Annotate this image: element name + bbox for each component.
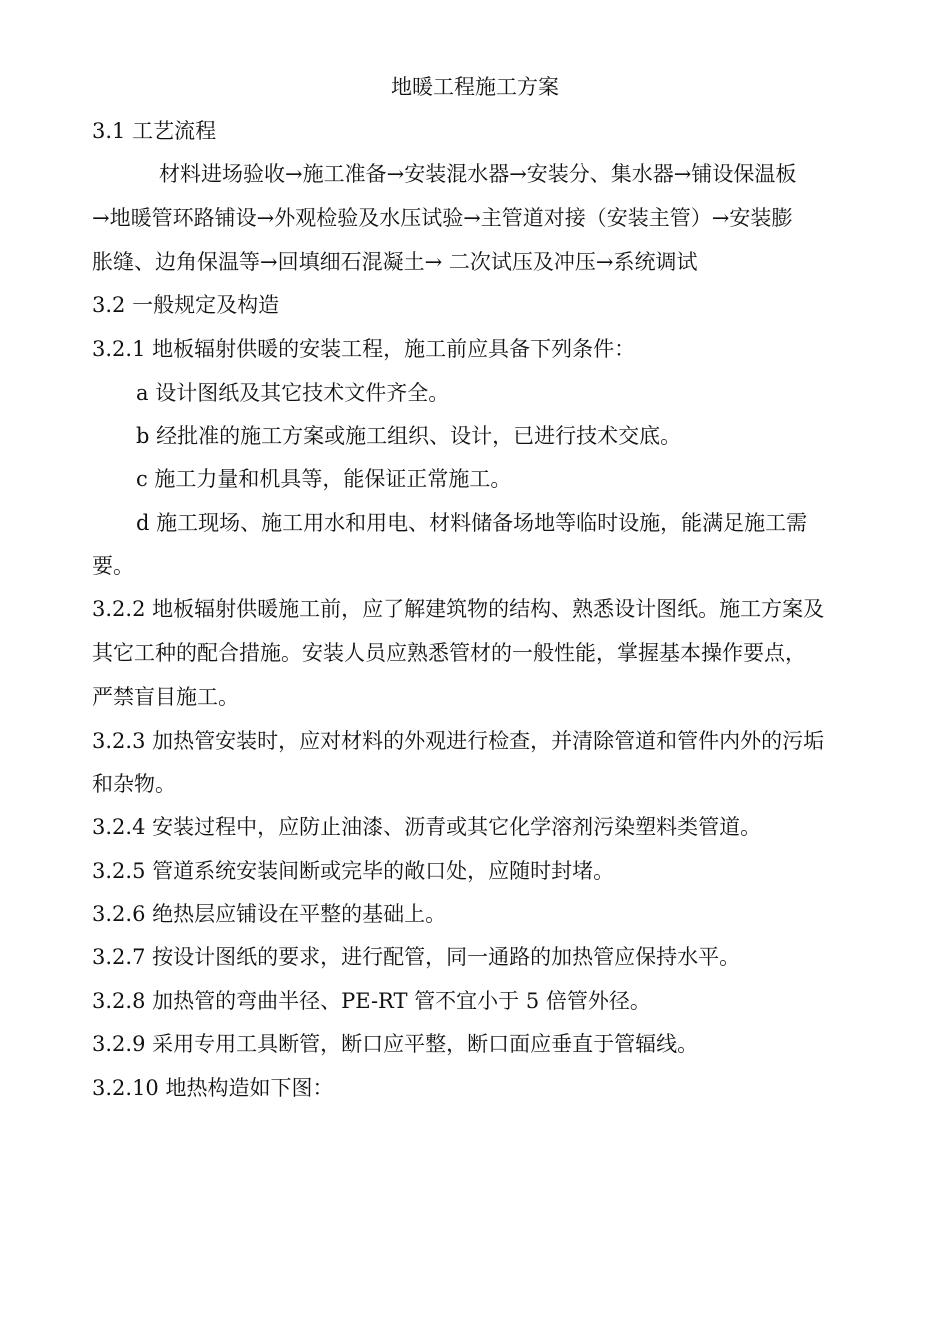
section-heading-3-1: 3.1 工艺流程: [92, 119, 217, 143]
section-heading-3-2: 3.2 一般规定及构造: [92, 293, 280, 317]
condition-item-d: d 施工现场、施工用水和用电、材料储备场地等临时设施，能满足施工需: [136, 511, 808, 535]
clause-3-2-2: 3.2.2 地板辐射供暖施工前，应了解建筑物的结构、熟悉设计图纸。施工方案及: [92, 597, 825, 621]
clause-3-2-10: 3.2.10 地热构造如下图：: [92, 1076, 334, 1100]
condition-item-b: b 经批准的施工方案或施工组织、设计，已进行技术交底。: [136, 424, 682, 448]
clause-3-2-8: 3.2.8 加热管的弯曲半径、PE-RT 管不宜小于 5 倍管外径。: [92, 989, 651, 1013]
clause-3-2-5: 3.2.5 管道系统安装间断或完毕的敞口处，应随时封堵。: [92, 859, 615, 883]
clause-3-2-4: 3.2.4 安装过程中，应防止油漆、沥青或其它化学溶剂污染塑料类管道。: [92, 815, 762, 839]
clause-3-2-2-cont-1: 其它工种的配合措施。安装人员应熟悉管材的一般性能，掌握基本操作要点，: [92, 641, 806, 665]
clause-3-2-9: 3.2.9 采用专用工具断管，断口应平整，断口面应垂直于管辐线。: [92, 1032, 699, 1056]
process-flow-line-1: 材料进场验收→施工准备→安装混水器→安装分、集水器→铺设保温板: [159, 162, 797, 186]
condition-item-d-cont: 要。: [92, 554, 134, 578]
condition-item-c: c 施工力量和机具等，能保证正常施工。: [136, 467, 512, 491]
clause-3-2-7: 3.2.7 按设计图纸的要求，进行配管，同一通路的加热管应保持水平。: [92, 945, 741, 969]
condition-item-a: a 设计图纸及其它技术文件齐全。: [136, 381, 450, 405]
clause-3-2-3: 3.2.3 加热管安装时，应对材料的外观进行检查，并清除管道和管件内外的污垢: [92, 729, 825, 753]
process-flow-line-3: 胀缝、边角保温等→回填细石混凝土→ 二次试压及冲压→系统调试: [92, 250, 698, 274]
clause-3-2-6: 3.2.6 绝热层应铺设在平整的基础上。: [92, 902, 447, 926]
clause-3-2-2-cont-2: 严禁盲目施工。: [92, 685, 239, 709]
process-flow-line-2: →地暖管环路铺设→外观检验及水压试验→主管道对接（安装主管）→安装膨: [92, 206, 793, 230]
clause-3-2-1: 3.2.1 地板辐射供暖的安装工程，施工前应具备下列条件：: [92, 337, 636, 361]
clause-3-2-3-cont: 和杂物。: [92, 772, 176, 796]
document-title: 地暖工程施工方案: [391, 75, 559, 99]
